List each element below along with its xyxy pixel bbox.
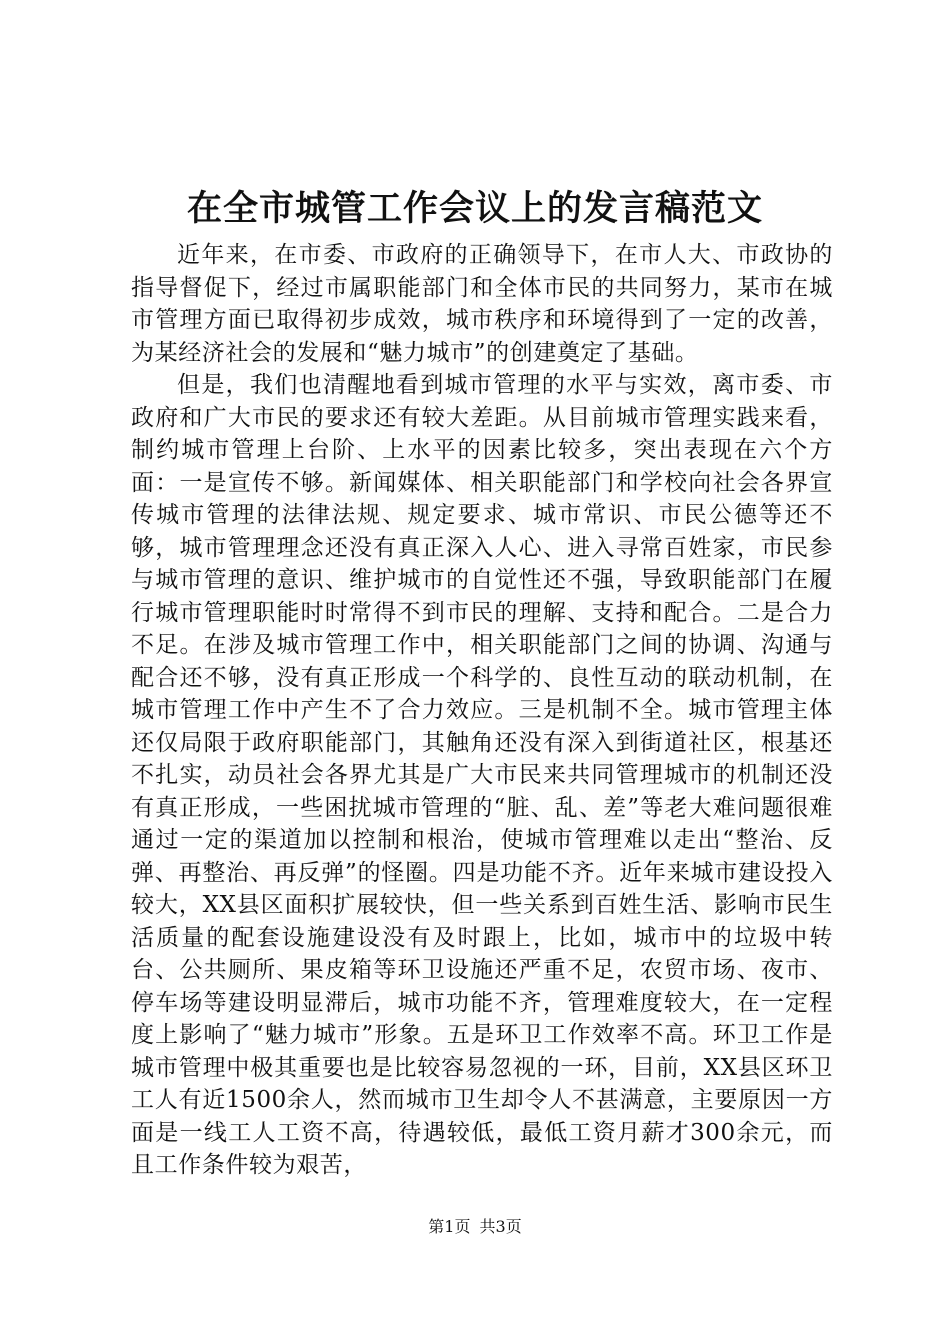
paragraph: 但是，我们也清醒地看到城市管理的水平与实效，离市委、市政府和广大市民的要求还有较大差距。从目前城市管理实践来看，制约城市管理上台阶、上水平的因素比较多，突出表现在六个方面：一是宣传不够。新闻媒体、相关职能部门和学校向社会各界宣传城市管理的法律法规、规定要求、城市常识、市民公德等还不够，城市管理理念还没有真正深入人心、进入寻常百姓家，市民参与城市管理的意识、维护城市的自觉性还不强，导致职能部门在履行城市管理职能时时常得不到市民的理解、支持和配合。二是合力不足。在涉及城市管理工作中，相关职能部门之间的协调、沟通与配合还不够，没有真正形成一个科学的、良性互动的联动机制，在城市管理工作中产生不了合力效应。三是机制不全。城市管理主体还仅局限于政府职能部门，其触角还没有深入到街道社区，根基还不扎实，动员社会各界尤其是广大市民来共同管理城市的机制还没有真正形成，一些困扰城市管理的“脏、乱、差”等老大难问题很难通过一定的渠道加以控制和根治，使城市管理难以走出“整治、反弹、再整治、再反弹”的怪圈。四是功能不齐。近年来城市建设投入较大，XX县区面积扩展较快，但一些关系到百姓生活、影响市民生活质量的配套设施建设没有及时跟上，比如，城市中的垃圾中转台、公共厕所、果皮箱等环卫设施还严重不足，农贸市场、夜市、停车场等建设明显滞后，城市功能不齐，管理难度较大，在一定程度上影响了“魅力城市”形象。五是环卫工作效率不高。环卫工作是城市管理中极其重要也是比较容易忽视的一环，目前，XX县区环卫工人有近1500余人，然而城市卫生却令人不甚满意，主要原因一方面是一线工人工资不高，待遇较低，最低工资月薪才300余元，而且工作条件较为艰苦， (131, 372, 833, 1178)
page-total: 共3页 (479, 1217, 522, 1236)
page-number: 第1页 (428, 1217, 471, 1236)
page-footer (0, 1216, 950, 1238)
paragraph: 近年来，在市委、市政府的正确领导下，在市人大、市政协的指导督促下，经过市属职能部门和全体市民的共同努力，某市在城市管理方面已取得初步成效，城市秩序和环境得到了一定的改善，为某经济社会的发展和“魅力城市”的创建奠定了基础。 (131, 242, 833, 366)
document-body (131, 239, 833, 1182)
document-title: 在全市城管工作会议上的发言稿范文 (186, 188, 763, 229)
